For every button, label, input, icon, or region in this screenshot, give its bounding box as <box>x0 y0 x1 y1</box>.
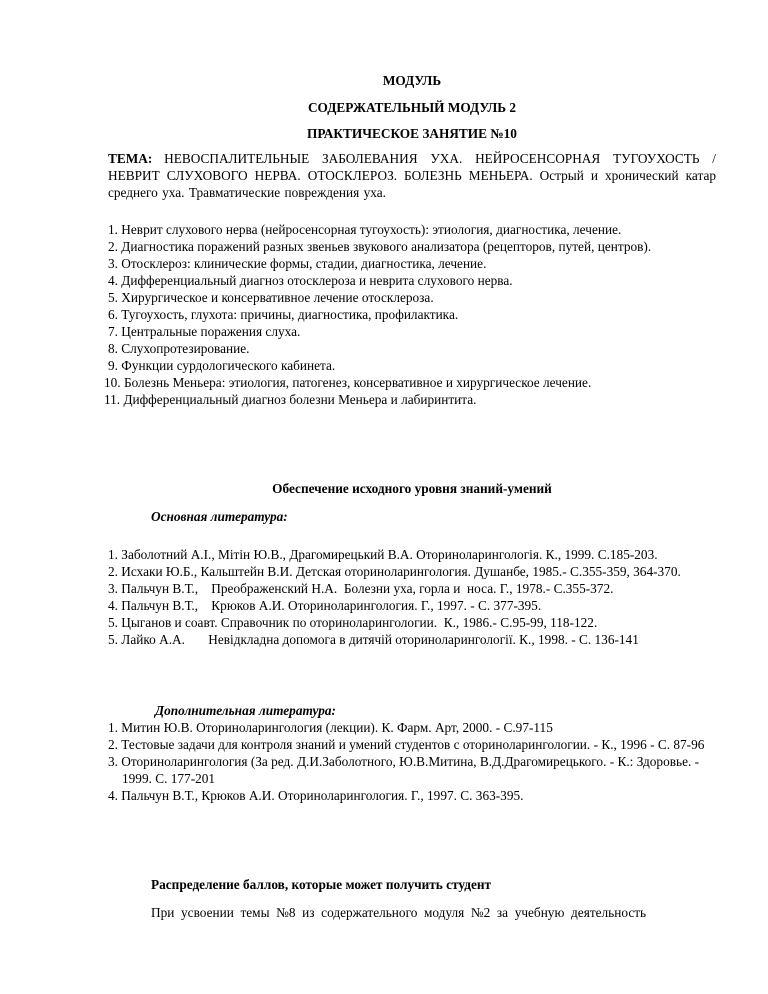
list-item: 1. Неврит слухового нерва (нейросенсорная тугоухость): этиология, диагностика, лечение. <box>108 222 622 237</box>
content-module-heading: СОДЕРЖАТЕЛЬНЫЙ МОДУЛЬ 2 <box>307 100 517 115</box>
list-item: 2. Исхаки Ю.Б., Кальштейн В.И. Детская оториноларингология. Душанбе, 1985.- С.355-359, 364-370. <box>108 564 681 579</box>
topic-block <box>108 150 716 201</box>
extra-literature-list <box>108 719 716 804</box>
points-text: При усвоении темы №8 из содержательного модуля №2 за учебную деятельность <box>151 905 647 920</box>
topic-text: НЕВОСПАЛИТЕЛЬНЫЕ ЗАБОЛЕВАНИЯ УХА. НЕЙРОСЕНСОРНАЯ ТУГОУХОСТЬ /НЕВРИТ СЛУХОВОГО НЕРВА. ОТОСКЛЕРОЗ. БОЛЕЗНЬ МЕНЬЕРА. Острый и хронический катар среднего уха. Травматические повреждения уха. <box>108 151 716 200</box>
list-item: 2. Диагностика поражений разных звеньев звукового анализатора (рецепторов, путей, центров). <box>108 239 652 254</box>
list-item: 4. Пальчун В.Т., Крюков А.И. Оториноларингология. Г., 1997. - С. 377-395. <box>108 598 542 613</box>
list-item: 1. Заболотний А.І., Мітін Ю.В., Драгомирецький В.А. Оториноларингологія. К., 1999. С.185-203. <box>108 547 658 562</box>
list-item: 4. Дифференциальный диагноз отосклероза и неврита слухового нерва. <box>108 273 513 288</box>
question-list <box>104 221 716 408</box>
list-item: 8. Слухопротезирование. <box>108 341 250 356</box>
list-item: 2. Тестовые задачи для контроля знаний и умений студентов с оториноларингологии. - К., 1996 - С. 87-96 <box>108 737 705 752</box>
list-item: 1. Митин Ю.В. Оториноларингология (лекции). К. Фарм. Арт, 2000. - С.97-115 <box>108 720 553 735</box>
list-item: 4. Пальчун В.Т., Крюков А.И. Оториноларингология. Г., 1997. С. 363-395. <box>108 788 524 803</box>
list-item: 10. Болезнь Меньера: этиология, патогенез, консервативное и хирургическое лечение. <box>104 375 592 390</box>
list-item: 3. Оториноларингология (За ред. Д.И.Заболотного, Ю.В.Митина, В.Д.Драгомирецького. - К.: Здоровье. - 1999. С. 177-201 <box>108 754 700 786</box>
module-heading: МОДУЛЬ <box>382 73 442 88</box>
list-item: 9. Функции сурдологического кабинета. <box>108 358 336 373</box>
section-title: Обеспечение исходного уровня знаний-умений <box>272 481 552 496</box>
list-item: 5. Хирургическое и консервативное лечение отосклероза. <box>108 290 434 305</box>
list-item: 6. Тугоухость, глухота: причины, диагностика, профилактика. <box>108 307 459 322</box>
main-literature-list <box>108 546 716 648</box>
points-title: Распределение баллов, которые может получить студент <box>151 877 492 892</box>
topic-label: ТЕМА: <box>108 151 153 166</box>
list-item: 5. Цыганов и соавт. Справочник по оториноларингологии. К., 1986.- С.95-99, 118-122. <box>108 615 598 630</box>
list-item: 3. Отосклероз: клинические формы, стадии, диагностика, лечение. <box>108 256 487 271</box>
list-item: 11. Дифференциальный диагноз болезни Меньера и лабиринтита. <box>104 392 477 407</box>
list-item: 3. Пальчун В.Т., Преображенский Н.А. Болезни уха, горла и носа. Г., 1978.- С.355-372. <box>108 581 614 596</box>
list-item: 7. Центральные поражения слуха. <box>108 324 301 339</box>
extra-literature-title: Дополнительная литература: <box>155 703 336 718</box>
main-literature-title: Основная литература: <box>151 509 288 524</box>
list-item: 5. Лайко А.А. Невідкладна допомога в дитячій оториноларингології. К., 1998. - С. 136-141 <box>108 632 639 647</box>
lesson-heading: ПРАКТИЧЕСКОЕ ЗАНЯТИЕ №10 <box>307 126 517 141</box>
